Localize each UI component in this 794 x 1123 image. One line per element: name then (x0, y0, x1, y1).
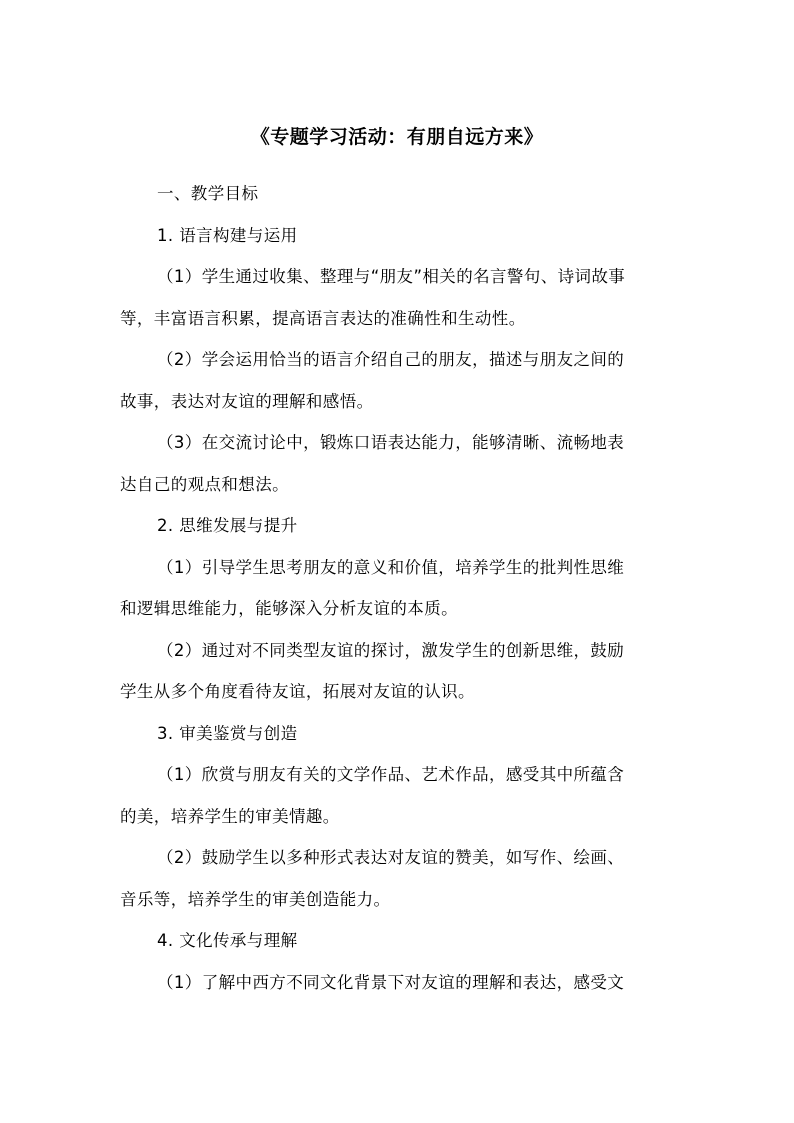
paragraph-line: （1）了解中西方不同文化背景下对友谊的理解和表达，感受文 (157, 973, 625, 992)
paragraph-line: （2）通过对不同类型友谊的探讨，激发学生的创新思维，鼓励 (157, 641, 625, 660)
section-heading-objectives: 一、教学目标 (157, 184, 259, 203)
paragraph-line: 的美，培养学生的审美情趣。 (120, 807, 340, 826)
paragraph-line: 和逻辑思维能力，能够深入分析友谊的本质。 (120, 599, 458, 618)
paragraph-line: （1）学生通过收集、整理与“朋友”相关的名言警句、诗词故事 (157, 267, 626, 286)
subsection-heading-aesthetics: 3. 审美鉴赏与创造 (157, 724, 298, 743)
paragraph-line: 音乐等，培养学生的审美创造能力。 (120, 890, 391, 909)
paragraph-line: 学生从多个角度看待友谊，拓展对友谊的认识。 (120, 682, 475, 701)
paragraph-line: 故事，表达对友谊的理解和感悟。 (120, 392, 374, 411)
document-title: 《专题学习活动：有朋自远方来》 (250, 126, 544, 148)
paragraph-line: （1）欣赏与朋友有关的文学作品、艺术作品，感受其中所蕴含 (157, 765, 625, 784)
paragraph-line: 等，丰富语言积累，提高语言表达的准确性和生动性。 (120, 309, 526, 328)
paragraph-line: （1）引导学生思考朋友的意义和价值，培养学生的批判性思维 (157, 558, 625, 577)
paragraph-line: （2）学会运用恰当的语言介绍自己的朋友，描述与朋友之间的 (157, 350, 625, 369)
paragraph-line: 达自己的观点和想法。 (120, 475, 289, 494)
subsection-heading-language: 1. 语言构建与运用 (157, 226, 298, 245)
paragraph-line: （3）在交流讨论中，锻炼口语表达能力，能够清晰、流畅地表 (157, 433, 625, 452)
subsection-heading-culture: 4. 文化传承与理解 (157, 931, 298, 950)
subsection-heading-thinking: 2. 思维发展与提升 (157, 516, 298, 535)
paragraph-line: （2）鼓励学生以多种形式表达对友谊的赞美，如写作、绘画、 (157, 848, 625, 867)
